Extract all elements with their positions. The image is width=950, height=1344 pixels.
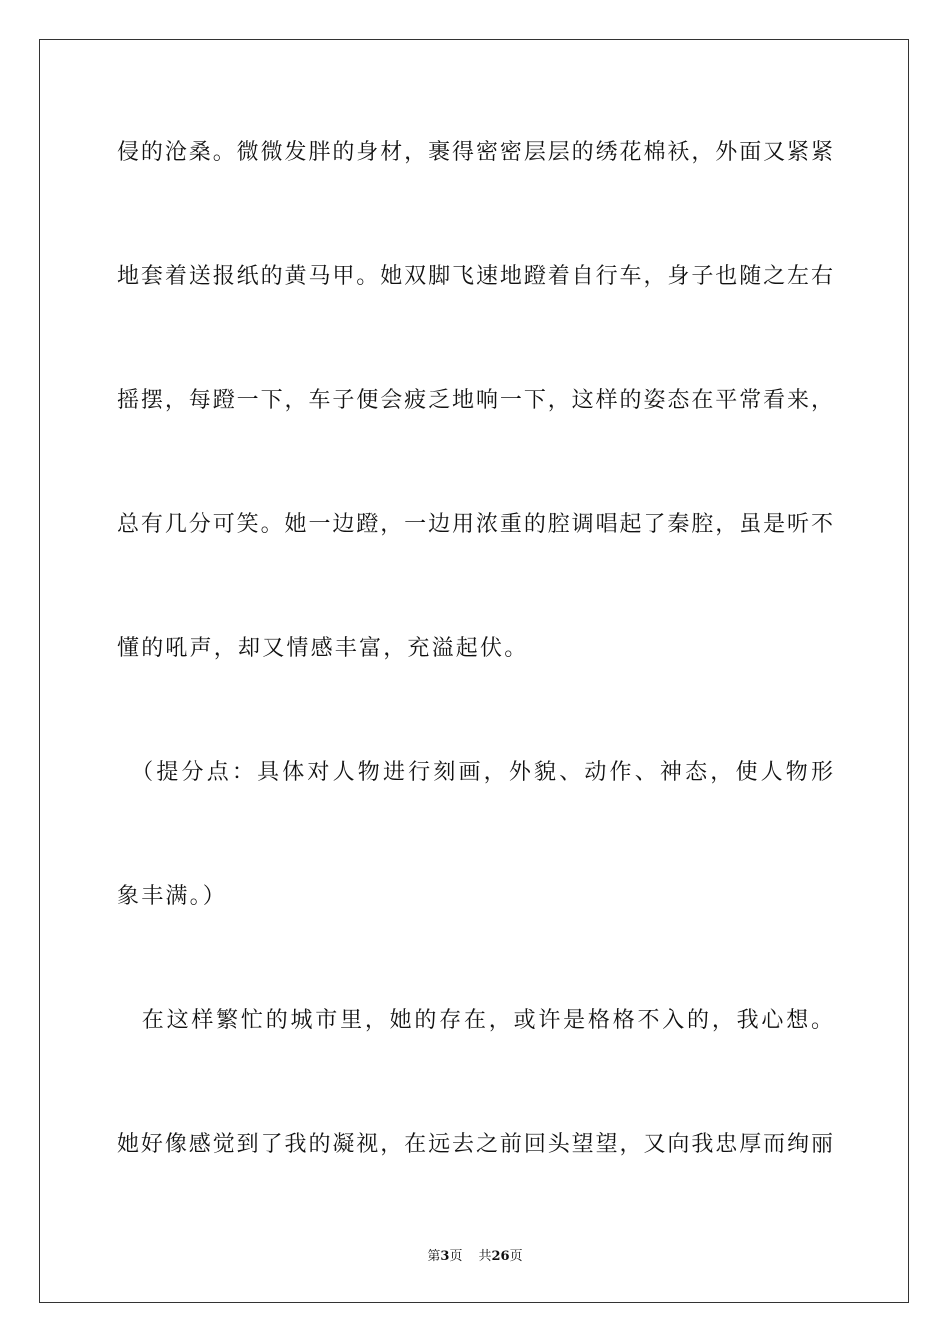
footer-page-suffix: 页 [449,1249,463,1264]
page-footer [0,1248,950,1266]
footer-page-prefix: 第 [427,1249,441,1264]
text-line-5: 懂的吼声，却又情感丰富，充溢起伏。 [117,636,529,661]
footer-total-pages: 26 [491,1249,510,1264]
text-line-6: （提分点：具体对人物进行刻画，外貌、动作、神态，使人物形 [117,760,833,785]
text-line-4: 总有几分可笑。她一边蹬，一边用浓重的腔调唱起了秦腔，虽是听不 [117,512,833,537]
footer-page-number: 3 [440,1249,450,1264]
page-border [39,39,909,1303]
text-line-1: 侵的沧桑。微微发胖的身材，裹得密密层层的绣花棉袄，外面又紧紧 [117,140,833,165]
text-line-2: 地套着送报纸的黄马甲。她双脚飞速地蹬着自行车，身子也随之左右 [117,264,833,289]
text-line-8: 在这样繁忙的城市里，她的存在，或许是格格不入的，我心想。 [117,1008,833,1033]
footer-total-prefix: 共 [478,1249,492,1264]
footer-total-suffix: 页 [509,1249,523,1264]
text-line-3: 摇摆，每蹬一下，车子便会疲乏地响一下，这样的姿态在平常看来， [117,388,833,413]
text-line-7: 象丰满。） [117,884,228,909]
text-line-9: 她好像感觉到了我的凝视，在远去之前回头望望，又向我忠厚而绚丽 [117,1132,833,1157]
